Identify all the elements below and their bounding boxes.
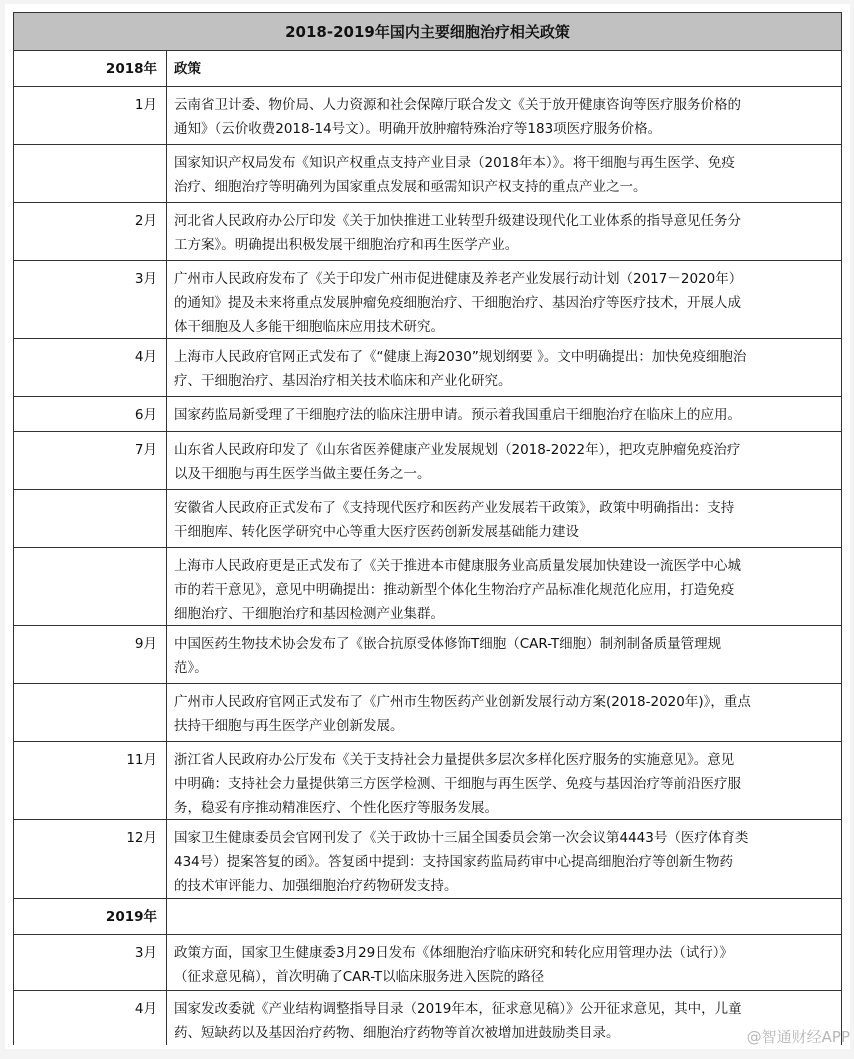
table-row <box>14 684 841 742</box>
policy-cell: 河北省人民政府办公厅印发《关于加快推进工业转型升级建设现代化工业体系的指导意见任务分 工方案》。明确提出积极发展干细胞治疗和再生医学产业。 <box>174 213 741 253</box>
policy-cell: 浙江省人民政府办公厅发布《关于支持社会力量提供多层次多样化医疗服务的实施意见》。意见 中明确：支持社会力量提供第三方医学检测、干细胞与再生医学、免疫与基因治疗等前沿医疗服 务，稳妥有序推动精准医疗、个性化医疗等服务发展。 <box>174 752 741 816</box>
table-row <box>14 397 841 432</box>
table-row <box>14 203 841 261</box>
table-row <box>14 87 841 145</box>
policy-cell: 中国医药生物技术协会发布了《嵌合抗原受体修饰T细胞（CAR-T细胞）制剂制备质量管理规 范》。 <box>174 636 722 676</box>
month-cell: 4月 <box>14 991 167 1045</box>
year-header-row-2019 <box>14 899 841 935</box>
table-row <box>14 820 841 899</box>
table-row <box>14 490 841 548</box>
month-cell <box>14 145 167 202</box>
month-cell: 2月 <box>14 203 167 260</box>
table-row <box>14 432 841 490</box>
policy-cell: 上海市人民政府更是正式发布了《关于推进本市健康服务业高质量发展加快建设一流医学中心城 市的若干意见》，意见中明确提出：推动新型个体化生物治疗产品标准化规范化应用，打造免疫 细胞治疗、干细胞治疗和基因检测产业集群。 <box>174 558 741 622</box>
policy-cell: 国家发改委就《产业结构调整指导目录（2019年本，征求意见稿）》公开征求意见，其中，儿童 药、短缺药以及基因治疗药物、细胞治疗药物等首次被增加进鼓励类目录。 <box>174 1001 742 1041</box>
month-cell: 1月 <box>14 87 167 144</box>
year-label: 2019年 <box>14 899 167 934</box>
policy-cell: 山东省人民政府印发了《山东省医养健康产业发展规划（2018-2022年），把攻克肿瘤免疫治疗 以及干细胞与再生医学当做主要任务之一。 <box>174 442 741 482</box>
policy-cell: 安徽省人民政府正式发布了《支持现代医疗和医药产业发展若干政策》，政策中明确指出：支持 干细胞库、转化医学研究中心等重大医疗医药创新发展基础能力建设 <box>174 500 735 540</box>
policy-cell: 政策方面，国家卫生健康委3月29日发布《体细胞治疗临床研究和转化应用管理办法（试行）》 （征求意见稿），首次明确了CAR-T以临床服务进入医院的路径 <box>174 945 734 985</box>
table-row <box>14 991 841 1045</box>
month-cell <box>14 684 167 741</box>
table-row <box>14 548 841 626</box>
policy-cell: 广州市人民政府官网正式发布了《广州市生物医药产业创新发展行动方案(2018-2020年)》，重点 扶持干细胞与再生医学产业创新发展。 <box>174 694 751 734</box>
month-cell: 6月 <box>14 397 167 431</box>
table-row <box>14 626 841 684</box>
month-cell <box>14 548 167 625</box>
table-row <box>14 339 841 397</box>
policy-cell: 国家药监局新受理了干细胞疗法的临床注册申请。预示着我国重启干细胞治疗在临床上的应用。 <box>174 407 741 423</box>
month-cell <box>14 490 167 547</box>
table-title: 2018-2019年国内主要细胞治疗相关政策 <box>14 13 841 51</box>
month-cell: 11月 <box>14 742 167 819</box>
year-label: 2018年 <box>14 51 167 86</box>
year-header-row-2018 <box>14 51 841 87</box>
month-cell: 3月 <box>14 261 167 338</box>
policy-cell: 国家知识产权局发布《知识产权重点支持产业目录（2018年本）》。将干细胞与再生医学、免疫 治疗、细胞治疗等明确列为国家重点发展和亟需知识产权支持的重点产业之一。 <box>174 155 735 195</box>
column-header-empty <box>167 899 841 934</box>
policy-cell: 云南省卫计委、物价局、人力资源和社会保障厅联合发文《关于放开健康咨询等医疗服务价格的 通知》（云价收费2018-14号文）。明确开放肿瘤特殊治疗等183项医疗服务价格。 <box>174 97 741 137</box>
month-cell: 9月 <box>14 626 167 683</box>
policy-cell: 国家卫生健康委员会官网刊发了《关于政协十三届全国委员会第一次会议第4443号（医疗体育类 434号）提案答复的函》。答复函中提到：支持国家药监局药审中心提高细胞治疗等创新生物药 的技术审评能力、加强细胞治疗药物研发支持。 <box>174 830 749 894</box>
month-cell: 12月 <box>14 820 167 898</box>
month-cell: 3月 <box>14 935 167 990</box>
month-cell: 4月 <box>14 339 167 396</box>
table-row <box>14 145 841 203</box>
policy-table <box>13 12 842 1045</box>
table-row <box>14 261 841 339</box>
table-row <box>14 935 841 991</box>
policy-cell: 广州市人民政府发布了《关于印发广州市促进健康及养老产业发展行动计划（2017－2020年） 的通知》提及未来将重点发展肿瘤免疫细胞治疗、干细胞治疗、基因治疗等医疗技术，开展人成 体干细胞及人多能干细胞临床应用技术研究。 <box>174 271 743 335</box>
policy-cell: 上海市人民政府官网正式发布了《“健康上海2030”规划纲要 》。文中明确提出：加快免疫细胞治 疗、干细胞治疗、基因治疗相关技术临床和产业化研究。 <box>174 349 747 389</box>
column-header-policy: 政策 <box>174 61 201 77</box>
month-cell: 7月 <box>14 432 167 489</box>
watermark-logo: @智通财经APP <box>746 1028 850 1046</box>
table-row <box>14 742 841 820</box>
